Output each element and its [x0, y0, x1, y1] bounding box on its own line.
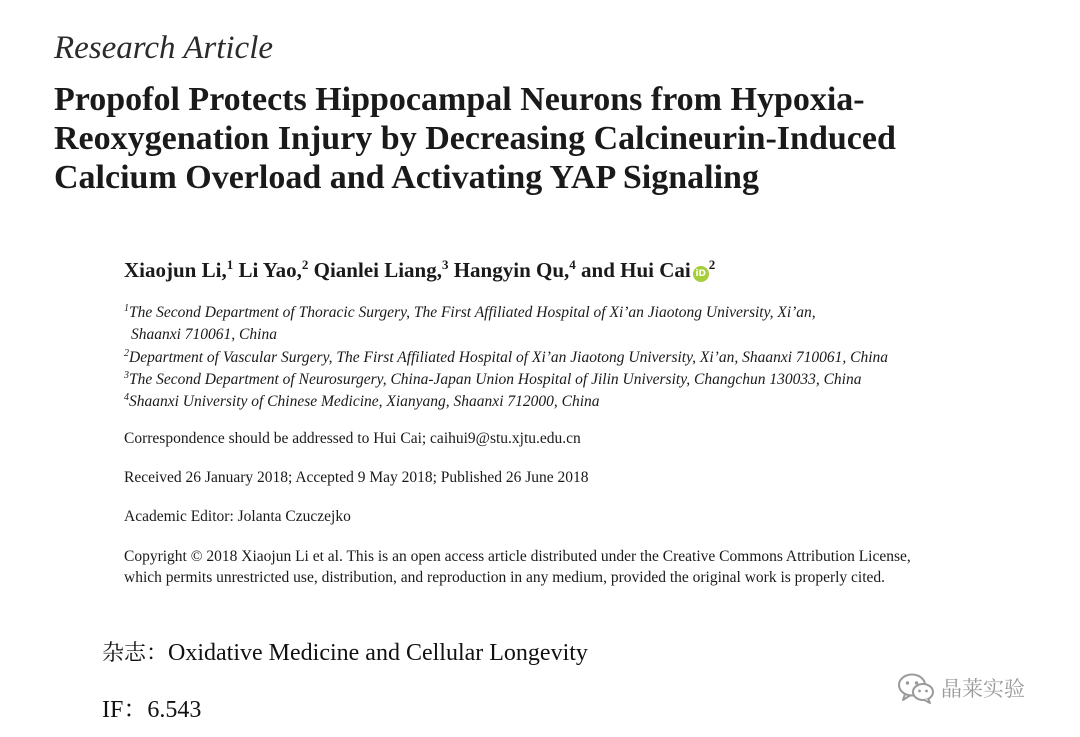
author-affil-ref: 3 — [441, 257, 449, 272]
journal-info — [102, 636, 588, 667]
affiliation-text: Department of Vascular Surgery, The First Affiliated Hospital of Xi’an Jiaotong University, Xi’an, Shaanxi 710061, China — [129, 348, 889, 366]
author-name: Xiaojun Li, — [124, 258, 227, 282]
affiliation-text: Shaanxi University of Chinese Medicine, Xianyang, Shaanxi 712000, China — [129, 393, 600, 411]
journal-name: Oxidative Medicine and Cellular Longevity — [168, 640, 588, 666]
impact-factor — [102, 689, 201, 724]
copyright-line: which permits unrestricted use, distribution, and reproduction in any medium, provided the original work is properly cited. — [124, 569, 886, 586]
watermark-text: 晶莱实验 — [941, 677, 1025, 701]
author-affil-ref: 2 — [708, 257, 716, 272]
author-name: Hangyin Qu, — [453, 258, 570, 282]
impact-factor-label: IF： — [102, 697, 148, 723]
publication-dates: Received 26 January 2018; Accepted 9 May 2018; Published 26 June 2018 — [124, 469, 589, 486]
affiliation-list — [124, 302, 888, 413]
correspondence: Correspondence should be addressed to Hui Cai; caihui9@stu.xjtu.edu.cn — [124, 430, 581, 447]
affiliation — [124, 391, 888, 413]
title-line: Calcium Overload and Activating YAP Signaling — [54, 159, 759, 196]
affiliation-number: 4 — [124, 392, 129, 404]
journal-label: 杂志： — [102, 641, 169, 666]
affiliation-text: The Second Department of Thoracic Surgery, The First Affiliated Hospital of Xi’an Jiaotong University, Xi’an, — [129, 304, 816, 321]
affiliation-text: The Second Department of Neurosurgery, China-Japan Union Hospital of Jilin University, Changchun 130033, China — [129, 370, 862, 388]
affiliation — [124, 369, 888, 391]
author-name: Qianlei Liang, — [313, 258, 442, 282]
article-type: Research Article — [54, 30, 274, 66]
affiliation-number: 2 — [124, 347, 129, 359]
affiliation — [124, 347, 888, 369]
title-line: Reoxygenation Injury by Decreasing Calcineurin-Induced — [54, 120, 896, 157]
affiliation-number: 3 — [124, 369, 129, 381]
author-affil-ref: 2 — [301, 257, 309, 272]
academic-editor: Academic Editor: Jolanta Czuczejko — [124, 508, 351, 525]
copyright-line: Copyright © 2018 Xiaojun Li et al. This is an open access article distributed under the Creative Commons Attribution License, — [124, 548, 911, 565]
affiliation-continuation: Shaanxi 710061, China — [131, 326, 277, 344]
affiliation — [124, 302, 888, 324]
orcid-icon[interactable]: iD — [693, 266, 709, 282]
author-name: and Hui Cai — [581, 258, 691, 282]
title-line: Propofol Protects Hippocampal Neurons from Hypoxia- — [54, 81, 865, 118]
author-affil-ref: 4 — [569, 257, 576, 272]
wechat-icon — [897, 672, 935, 704]
paper-title — [54, 80, 1054, 197]
author-affil-ref: 1 — [226, 257, 234, 272]
copyright-notice — [124, 546, 911, 588]
impact-factor-value: 6.543 — [147, 697, 202, 723]
affiliation-number: 1 — [124, 302, 129, 314]
watermark — [897, 672, 1025, 704]
author-name: Li Yao, — [238, 258, 302, 282]
author-list — [124, 258, 715, 283]
